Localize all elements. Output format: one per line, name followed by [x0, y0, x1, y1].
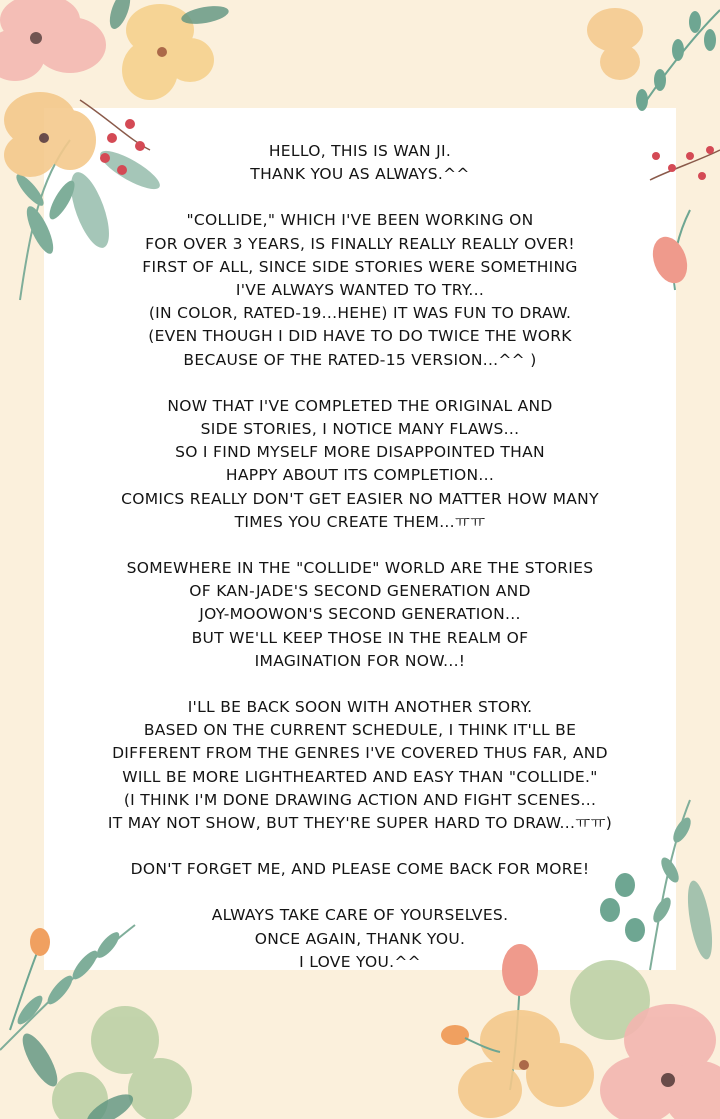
letter-line: JOY-MOOWON'S SECOND GENERATION...: [199, 605, 521, 624]
letter-line: IMAGINATION FOR NOW...!: [254, 651, 466, 670]
letter-line: WILL BE MORE LIGHTHEARTED AND EASY THAN "COLLIDE.": [122, 767, 598, 786]
letter-paragraph: [44, 858, 676, 881]
letter-line: FIRST OF ALL, SINCE SIDE STORIES WERE SOMETHING: [142, 257, 578, 276]
letter-paragraph: [44, 209, 676, 371]
letter-line: ONCE AGAIN, THANK YOU.: [254, 929, 466, 948]
letter-paragraph: [44, 140, 676, 186]
letter-body: [44, 140, 676, 997]
letter-line: SOMEWHERE IN THE "COLLIDE" WORLD ARE THE STORIES: [126, 559, 594, 578]
letter-line: "COLLIDE," WHICH I'VE BEEN WORKING ON: [186, 211, 534, 230]
letter-paragraph: [44, 395, 676, 534]
letter-line: I'VE ALWAYS WANTED TO TRY...: [235, 281, 485, 300]
letter-line: SIDE STORIES, I NOTICE MANY FLAWS...: [200, 420, 520, 439]
letter-line: DON'T FORGET ME, AND PLEASE COME BACK FOR MORE!: [130, 860, 590, 879]
letter-line: OF KAN-JADE'S SECOND GENERATION AND: [189, 582, 531, 601]
letter-line: THANK YOU AS ALWAYS.^^: [250, 165, 470, 184]
letter-paragraph: [44, 557, 676, 673]
letter-line: TIMES YOU CREATE THEM...ㅠㅠ: [234, 512, 486, 531]
letter-paragraph: [44, 696, 676, 835]
letter-line: NOW THAT I'VE COMPLETED THE ORIGINAL AND: [167, 396, 553, 415]
letter-line: DIFFERENT FROM THE GENRES I'VE COVERED THUS FAR, AND: [112, 744, 608, 763]
letter-line: HAPPY ABOUT ITS COMPLETION...: [225, 466, 495, 485]
letter-line: I'LL BE BACK SOON WITH ANOTHER STORY.: [187, 698, 533, 717]
letter-line: COMICS REALLY DON'T GET EASIER NO MATTER HOW MANY: [121, 489, 599, 508]
letter-line: BASED ON THE CURRENT SCHEDULE, I THINK IT'LL BE: [143, 721, 577, 740]
letter-line: (IN COLOR, RATED-19...HEHE) IT WAS FUN TO DRAW.: [148, 304, 572, 323]
letter-line: ALWAYS TAKE CARE OF YOURSELVES.: [211, 906, 509, 925]
letter-line: SO I FIND MYSELF MORE DISAPPOINTED THAN: [175, 443, 545, 462]
letter-line: BECAUSE OF THE RATED-15 VERSION...^^ ): [183, 350, 537, 369]
pink-flower-icon: [0, 0, 106, 81]
peach-flower-icon: [458, 1010, 594, 1118]
letter-line: BUT WE'LL KEEP THOSE IN THE REALM OF: [191, 628, 529, 647]
letter-paragraph: [44, 904, 676, 974]
letter-line: (I THINK I'M DONE DRAWING ACTION AND FIGHT SCENES...: [123, 790, 597, 809]
peach-flower-icon: [587, 8, 643, 80]
letter-line: I LOVE YOU.^^: [299, 952, 421, 971]
letter-line: HELLO, THIS IS WAN JI.: [268, 142, 452, 160]
letter-line: IT MAY NOT SHOW, BUT THEY'RE SUPER HARD TO DRAW...ㅠㅠ): [107, 814, 613, 833]
leaf-sprig-icon: [636, 10, 720, 111]
letter-line: FOR OVER 3 YEARS, IS FINALLY REALLY REALLY OVER!: [145, 234, 575, 253]
letter-line: (EVEN THOUGH I DID HAVE TO DO TWICE THE WORK: [148, 327, 572, 346]
